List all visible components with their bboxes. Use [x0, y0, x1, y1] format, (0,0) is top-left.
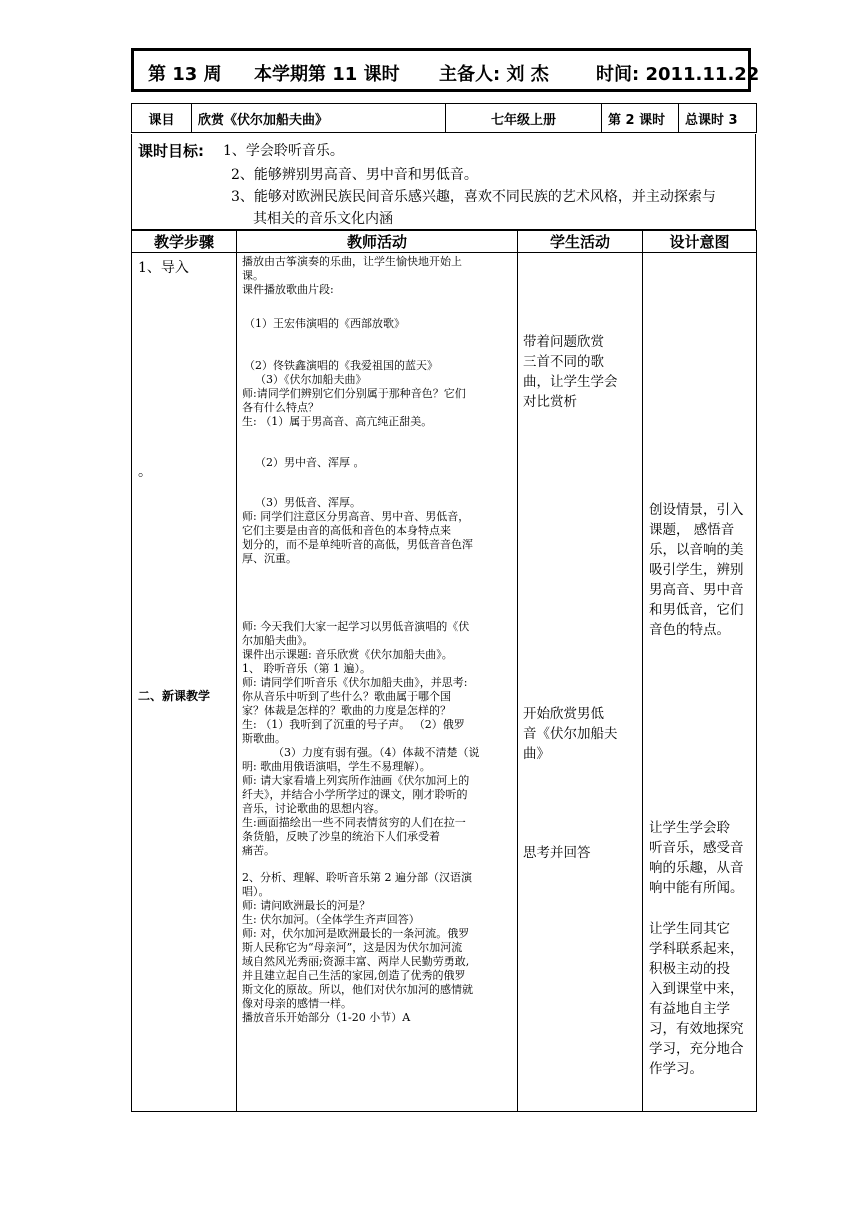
design-cell — [643, 253, 757, 1112]
design-line: 听音乐，感受音 — [649, 840, 744, 856]
teacher-line: 唱）。 — [242, 885, 270, 898]
goal-2: 2、能够辨别男高音、男中音和男低音。 — [231, 167, 478, 183]
teacher-line: 师:请同学们辨别它们分别属于那种音色？它们 — [242, 387, 466, 400]
teacher-line: 划分的，而不是单纯听音的高低，男低音音色浑 — [242, 538, 473, 551]
goal-3: 3、能够对欧洲民族民间音乐感兴趣，喜欢不同民族的艺术风格，并主动探索与 — [231, 189, 716, 205]
subject-label: 课目 — [132, 104, 192, 133]
design-line: 学习，充分地合 — [649, 1041, 744, 1057]
student-line: 思考并回答 — [523, 845, 591, 861]
teacher-line: 它们主要是由音的高低和音色的本身特点来 — [242, 524, 451, 537]
design-line: 有益地自主学 — [649, 1001, 730, 1017]
teacher-line: （1）王宏伟演唱的《西部放歌》 — [244, 317, 405, 330]
lesson-number: 本学期第 11 课时 — [254, 64, 400, 85]
date: 时间: 2011.11.22 — [596, 64, 760, 85]
design-line: 响中能有所闻。 — [649, 880, 744, 896]
lesson-goals — [131, 134, 756, 230]
teacher-line: 播放由古筝演奏的乐曲，让学生愉快地开始上 — [242, 255, 462, 268]
teacher-line: 明: 歌曲用俄语演唱，学生不易理解）。 — [242, 760, 431, 773]
design-line: 积极主动的投 — [649, 961, 730, 977]
step-new-lesson: 二、新课教学 — [138, 689, 211, 703]
week-label: 第 13 周 — [148, 64, 222, 85]
student-cell — [518, 253, 643, 1112]
period: 第 2 课时 — [602, 104, 679, 133]
teacher-line: 各有什么特点？ — [242, 401, 319, 414]
goal-3-cont: 其相关的音乐文化内涵 — [253, 211, 393, 227]
teacher-line: 课。 — [242, 269, 264, 282]
teacher-line: 1、 聆听音乐（第 1 遍）。 — [242, 662, 371, 675]
col-header-teacher: 教师活动 — [237, 231, 518, 253]
teacher-line: 师: 请同学们听音乐《伏尔加船夫曲》，并思考: — [242, 676, 468, 689]
design-line: 学科联系起来， — [649, 941, 744, 957]
total-periods: 总课时 3 — [679, 104, 757, 133]
teacher-line: 痛苦。 — [242, 844, 275, 857]
design-line: 让学生学会聆 — [649, 820, 730, 836]
lesson-header — [131, 48, 760, 92]
teacher-line: （2）佟铁鑫演唱的《我爱祖国的蓝天》 — [244, 359, 438, 372]
student-line: 带着问题欣赏 — [523, 334, 604, 350]
design-line: 作学习。 — [649, 1061, 703, 1077]
teacher-line: 2、分析、理解、聆听音乐第 2 遍分部（汉语演 — [242, 871, 472, 884]
teacher-line: 课件出示课题: 音乐欣赏《伏尔加船夫曲》。 — [242, 648, 453, 661]
student-line: 曲》 — [523, 746, 550, 762]
teacher-line: 师: 请大家看墙上列宾所作油画《伏尔加河上的 — [242, 774, 470, 787]
teacher-line: 斯文化的原故。所以，他们对伏尔加河的感情就 — [242, 983, 473, 996]
teacher-cell — [237, 253, 518, 1112]
preparer: 主备人: 刘 杰 — [439, 64, 549, 85]
student-line: 曲，让学生学会 — [523, 374, 618, 390]
teacher-line: 厚、沉重。 — [242, 552, 297, 565]
teacher-line: （3）力度有弱有强。（4）体裁不清楚（说 — [273, 746, 480, 759]
design-line: 课题， 感悟音 — [649, 522, 735, 538]
teacher-line: 并且建立起自己生活的家园,创造了优秀的俄罗 — [242, 969, 466, 982]
teacher-line: 斯歌曲。 — [242, 732, 286, 745]
design-line: 吸引学生，辨别 — [649, 562, 744, 578]
teacher-line: 像对母亲的感情一样。 — [242, 997, 352, 1010]
student-line: 音《伏尔加船夫 — [523, 726, 618, 742]
col-header-design: 设计意图 — [643, 231, 757, 253]
teacher-line: 师: 请问欧洲最长的河是？ — [242, 899, 371, 912]
teacher-line: 家？体裁是怎样的？歌曲的力度是怎样的？ — [242, 704, 451, 717]
teacher-line: 生: 伏尔加河。（全体学生齐声回答） — [242, 913, 420, 926]
teacher-line: 师: 同学们注意区分男高音、男中音、男低音， — [242, 510, 470, 523]
step-intro: 1、导入 — [138, 260, 189, 276]
teacher-line: 师: 对，伏尔加河是欧洲最长的一条河流。俄罗 — [242, 927, 470, 940]
design-line: 男高音、男中音 — [649, 582, 744, 598]
design-line: 音色的特点。 — [649, 622, 730, 638]
teacher-line: 域自然风光秀丽;资源丰富、两岸人民勤劳勇敢, — [242, 955, 470, 968]
col-header-student: 学生活动 — [518, 231, 643, 253]
teacher-line: （3）男低音、浑厚。 — [255, 496, 361, 509]
student-line: 开始欣赏男低 — [523, 706, 604, 722]
teacher-line: 播放音乐开始部分（1-20 小节）A — [242, 1011, 411, 1024]
course-info-table — [131, 103, 757, 133]
design-line: 创设情景，引入 — [649, 502, 744, 518]
teacher-line: 生: （1）属于男高音、高亢纯正甜美。 — [242, 415, 433, 428]
design-line: 乐，以音响的美 — [649, 542, 744, 558]
teacher-line: 尔加船夫曲》。 — [242, 634, 314, 647]
teacher-line: 音乐，讨论歌曲的思想内容。 — [242, 802, 385, 815]
steps-cell — [132, 253, 237, 1112]
student-line: 三首不同的歌 — [523, 354, 604, 370]
teacher-line: 纤夫》，并结合小学所学过的课文，刚才聆听的 — [242, 788, 468, 801]
step-dot: 。 — [138, 464, 152, 480]
teacher-line: 师: 今天我们大家一起学习以男低音演唱的《伏 — [242, 620, 470, 633]
design-line: 和男低音，它们 — [649, 602, 744, 618]
design-line: 习，有效地探究 — [649, 1021, 744, 1037]
design-line: 让学生同其它 — [649, 921, 730, 937]
teacher-line: （2）男中音、浑厚 。 — [255, 456, 365, 469]
teacher-line: 生:画面描绘出一些不同表情贫穷的人们在拉一 — [242, 816, 466, 829]
design-line: 入到课堂中来， — [649, 981, 744, 997]
col-header-steps: 教学步骤 — [132, 231, 237, 253]
teacher-line: 斯人民称它为“母亲河”，这是因为伏尔加河流 — [242, 941, 463, 954]
student-line: 对比赏析 — [523, 394, 577, 410]
design-line: 响的乐趣，从音 — [649, 860, 744, 876]
teacher-line: （3）《伏尔加船夫曲》 — [255, 373, 367, 386]
teacher-line: 条货船，反映了沙皇的统治下人们承受着 — [242, 830, 440, 843]
teacher-line: 你从音乐中听到了些什么？歌曲属于哪个国 — [242, 690, 451, 703]
teaching-plan-table — [131, 230, 757, 1112]
goals-label: 课时目标: — [138, 142, 204, 160]
subject-value: 欣赏《伏尔加船夫曲》 — [192, 104, 446, 133]
goal-1: 1、学会聆听音乐。 — [223, 143, 344, 159]
grade: 七年级上册 — [446, 104, 602, 133]
teacher-line: 课件播放歌曲片段: — [242, 283, 334, 296]
teacher-line: 生: （1）我听到了沉重的号子声。 （2）俄罗 — [242, 718, 465, 731]
